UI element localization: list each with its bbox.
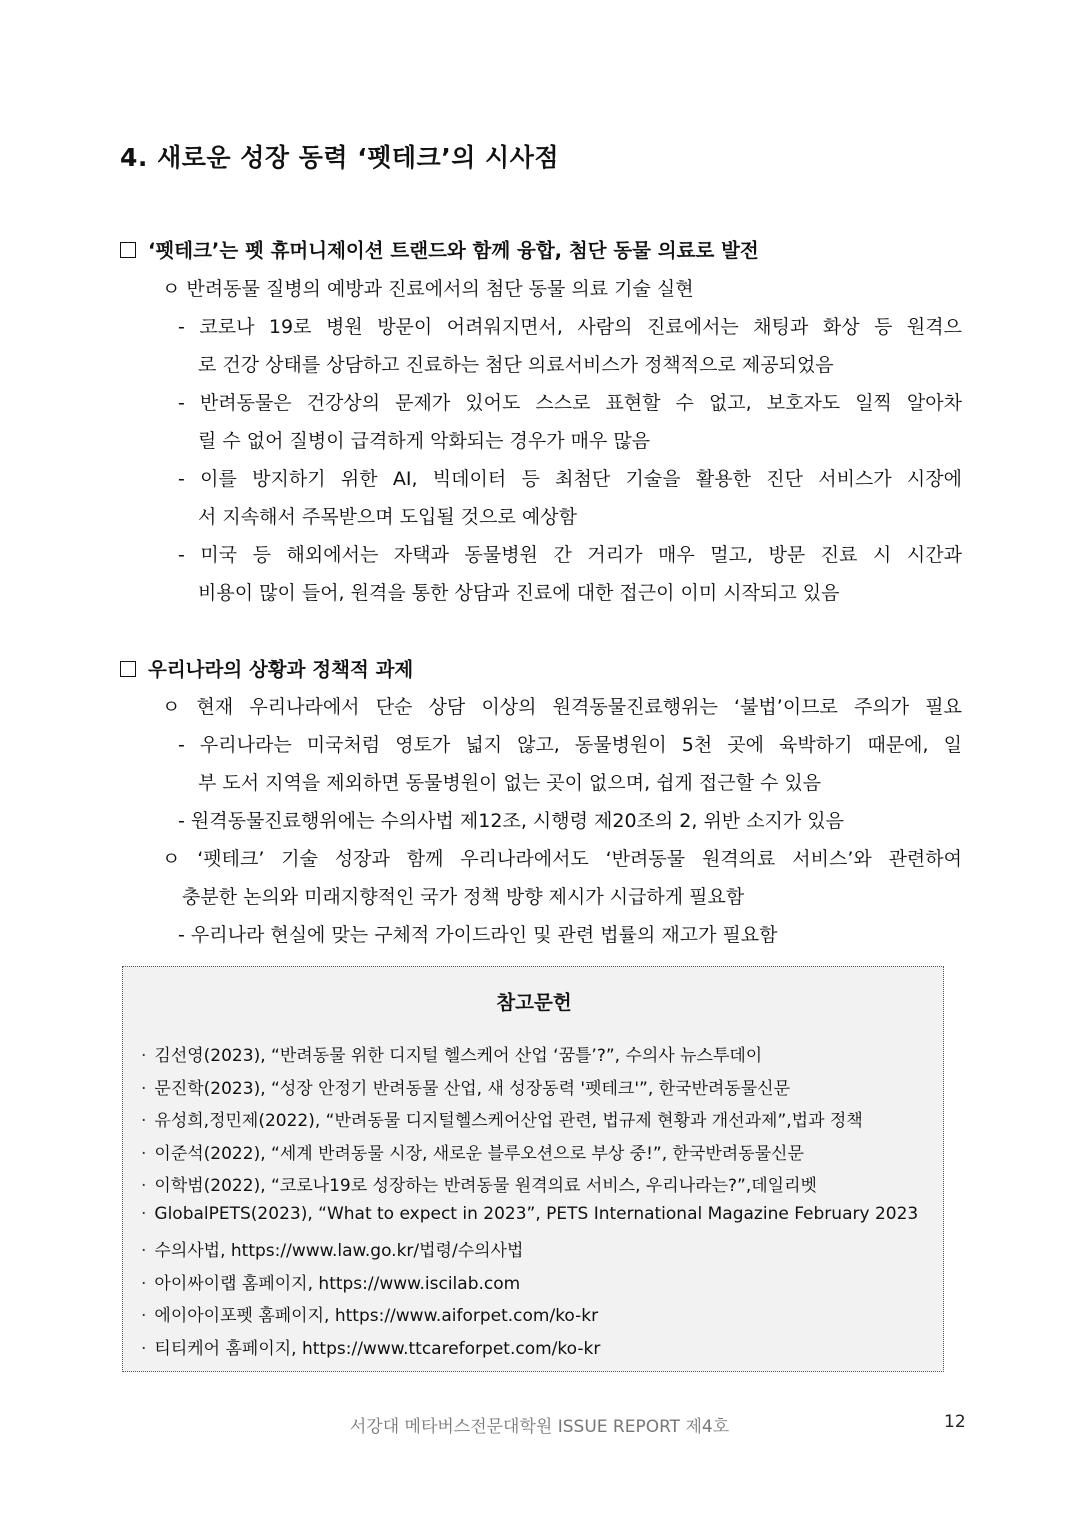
s2-point1: ㅇ 현재 우리나라에서 단순 상담 이상의 원격동물진료행위는 ‘불법’이므로 주의가 필요	[162, 696, 962, 718]
section2-title-row	[120, 654, 413, 682]
references-box	[122, 966, 944, 1372]
bullet-dot-icon: ·	[141, 1338, 147, 1359]
reference-item: · 티티케어 홈페이지, https://www.ttcareforpet.com/ko-kr	[141, 1338, 601, 1359]
bullet-dot-icon: ·	[141, 1273, 147, 1294]
checkbox-square-icon	[120, 242, 136, 258]
s2-detail3: - 우리나라 현실에 맞는 구체적 가이드라인 및 관련 법률의 재고가 필요함	[178, 924, 778, 946]
s1-detail4-line2: 비용이 많이 들어, 원격을 통한 상담과 진료에 대한 접근이 이미 시작되고 있음	[198, 582, 840, 604]
s1-detail3-line2: 서 지속해서 주목받으며 도입될 것으로 예상함	[198, 506, 577, 528]
reference-item: · 이준석(2022), “세계 반려동물 시장, 새로운 블루오션으로 부상 중!”, 한국반려동물신문	[141, 1143, 804, 1164]
reference-item: · 문진학(2023), “성장 안정기 반려동물 산업, 새 성장동력 '펫테크'”, 한국반려동물신문	[141, 1078, 790, 1099]
s2-point2-line2: 충분한 논의와 미래지향적인 국가 정책 방향 제시가 시급하게 필요함	[182, 886, 745, 908]
s2-point2-line1: ㅇ ‘펫테크’ 기술 성장과 함께 우리나라에서도 ‘반려동물 원격의료 서비스’와 관련하여	[162, 848, 962, 870]
bullet-dot-icon: ·	[141, 1176, 147, 1196]
section1-title-row	[120, 235, 759, 263]
checkbox-square-icon	[120, 661, 136, 677]
page-number: 12	[944, 1412, 966, 1432]
reference-item: · 유성희,정민제(2022), “반려동물 디지털헬스케어산업 관련, 법규제 현황과 개선과제”,법과 정책	[141, 1111, 863, 1131]
section2-title: 우리나라의 상황과 정책적 과제	[148, 658, 414, 681]
s2-detail2: - 원격동물진료행위에는 수의사법 제12조, 시행령 제20조의 2, 위반 소지가 있음	[178, 810, 845, 832]
section-heading: 4. 새로운 성장 동력 ‘펫테크’의 시사점	[120, 143, 560, 172]
bullet-dot-icon: ·	[141, 1306, 147, 1326]
bullet-dot-icon: ·	[141, 1078, 147, 1099]
section1-title: ‘펫테크’는 펫 휴머니제이션 트랜드와 함께 융합, 첨단 동물 의료로 발전	[148, 239, 759, 262]
s2-detail1-line2: 부 도서 지역을 제외하면 동물병원이 없는 곳이 없으며, 쉽게 접근할 수 있음	[198, 772, 822, 794]
s1-point1: ㅇ 반려동물 질병의 예방과 진료에서의 첨단 동물 의료 기술 실현	[162, 278, 694, 300]
bullet-dot-icon: ·	[141, 1111, 147, 1131]
references-title: 참고문헌	[496, 991, 572, 1014]
s1-detail1-line2: 로 건강 상태를 상담하고 진료하는 첨단 의료서비스가 정책적으로 제공되었음	[198, 354, 834, 376]
bullet-dot-icon: ·	[141, 1203, 147, 1224]
bullet-dot-icon: ·	[141, 1046, 147, 1066]
s1-detail4-line1: - 미국 등 해외에서는 자택과 동물병원 간 거리가 매우 멀고, 방문 진료 시 시간과	[178, 544, 962, 566]
footer-title: 서강대 메타버스전문대학원 ISSUE REPORT 제4호	[349, 1417, 730, 1437]
reference-item: · 이학범(2022), “코로나19로 성장하는 반려동물 원격의료 서비스, 우리나라는?”,데일리벳	[141, 1176, 817, 1196]
bullet-dot-icon: ·	[141, 1241, 147, 1261]
reference-item: · 아이싸이랩 홈페이지, https://www.iscilab.com	[141, 1273, 521, 1294]
references-list	[141, 1041, 918, 1366]
s1-detail2-line1: - 반려동물은 건강상의 문제가 있어도 스스로 표현할 수 없고, 보호자도 일찍 알아차	[178, 392, 962, 414]
s1-detail2-line2: 릴 수 없어 질병이 급격하게 악화되는 경우가 매우 많음	[198, 430, 651, 452]
s2-detail1-line1: - 우리나라는 미국처럼 영토가 넓지 않고, 동물병원이 5천 곳에 육박하기 때문에, 일	[178, 734, 962, 756]
reference-item: · 에이아이포펫 홈페이지, https://www.aiforpet.com/ko-kr	[141, 1306, 599, 1326]
reference-item: · 수의사법, https://www.law.go.kr/법령/수의사법	[141, 1241, 524, 1261]
reference-item: · GlobalPETS(2023), “What to expect in 2023”, PETS International Magazine February 2023	[141, 1203, 919, 1224]
s1-detail1-line1: - 코로나 19로 병원 방문이 어려워지면서, 사람의 진료에서는 채팅과 화상 등 원격으	[178, 316, 962, 338]
bullet-dot-icon: ·	[141, 1143, 147, 1164]
reference-item: · 김선영(2023), “반려동물 위한 디지털 헬스케어 산업 ‘꿈틀’?”, 수의사 뉴스투데이	[141, 1046, 763, 1066]
s1-detail3-line1: - 이를 방지하기 위한 AI, 빅데이터 등 최첨단 기술을 활용한 진단 서비스가 시장에	[178, 468, 962, 490]
